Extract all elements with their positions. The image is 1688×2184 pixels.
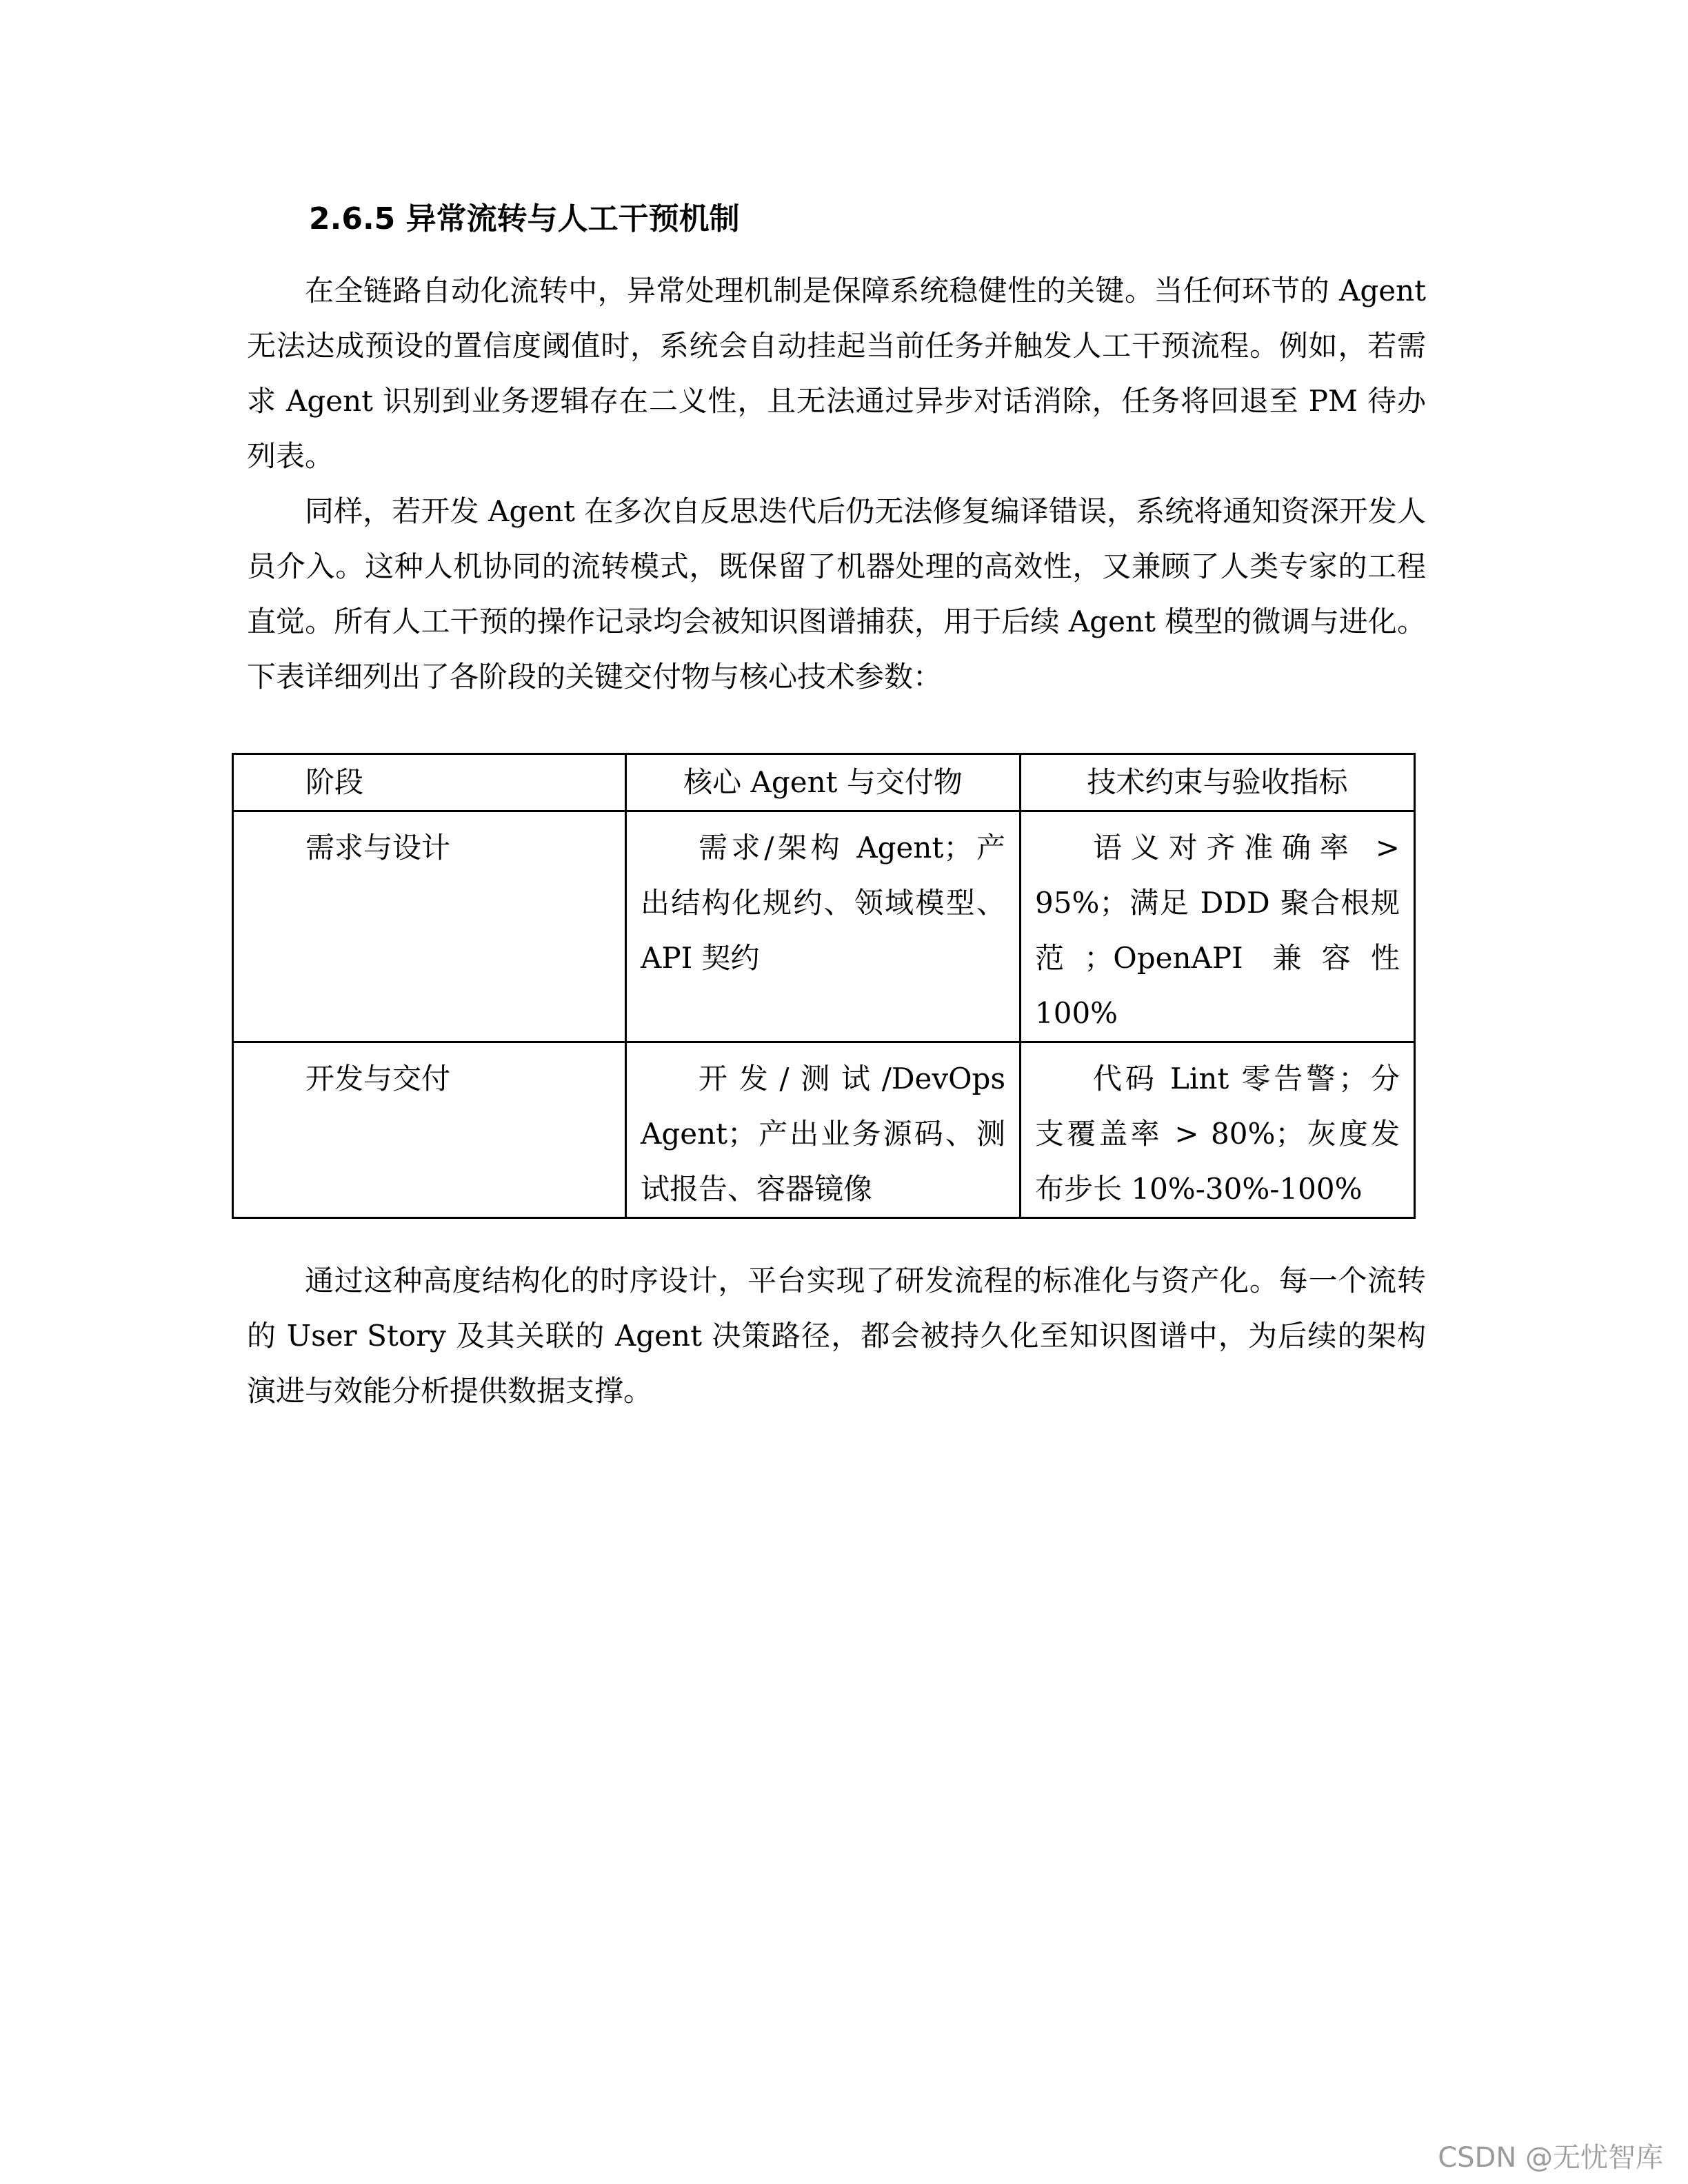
paragraph-human-in-loop: 同样，若开发 Agent 在多次自反思迭代后仍无法修复编译错误，系统将通知资深开发人员介入。这种人机协同的流转模式，既保留了机器处理的高效性，又兼顾了人类专家的工程直觉。所有人工干预的操作记录均会被知识图谱捕获，用于后续 Agent 模型的微调与进化。下表详细列出了各阶段的关键交付物与核心技术参数： (247, 494, 1426, 694)
table-row (233, 811, 1415, 1042)
cell-deliverables: 开发/测试/DevOps Agent；产出业务源码、测试报告、容器镜像 (626, 1042, 1021, 1218)
cell-metrics: 代码 Lint 零告警；分支覆盖率 > 80%；灰度发布步长 10%-30%-100% (1021, 1042, 1415, 1218)
cell-stage: 需求与设计 (233, 811, 626, 1042)
paragraph-exception-handling: 在全链路自动化流转中，异常处理机制是保障系统稳健性的关键。当任何环节的 Agent 无法达成预设的置信度阈值时，系统会自动挂起当前任务并触发人工干预流程。例如，若需求 Agent 识别到业务逻辑存在二义性，且无法通过异步对话消除，任务将回退至 PM 待办列表。 (247, 274, 1426, 473)
table-row (233, 1042, 1415, 1218)
header-metrics: 技术约束与验收指标 (1021, 754, 1415, 811)
paragraph-summary: 通过这种高度结构化的时序设计，平台实现了研发流程的标准化与资产化。每一个流转的 User Story 及其关联的 Agent 决策路径，都会被持久化至知识图谱中，为后续的架构演进与效能分析提供数据支撑。 (247, 1264, 1426, 1408)
header-deliverables: 核心 Agent 与交付物 (626, 754, 1021, 811)
watermark: CSDN @无忧智库 (1438, 2142, 1663, 2174)
table-header-row (233, 754, 1415, 811)
cell-deliverables: 需求/架构 Agent；产出结构化规约、领域模型、API 契约 (626, 811, 1021, 1042)
stage-deliverables-table (232, 753, 1416, 1219)
cell-stage: 开发与交付 (233, 1042, 626, 1218)
section-heading: 2.6.5 异常流转与人工干预机制 (309, 201, 740, 236)
header-stage: 阶段 (233, 754, 626, 811)
cell-metrics: 语义对齐准确率 > 95%；满足 DDD 聚合根规范；OpenAPI 兼容性 100% (1021, 811, 1415, 1042)
